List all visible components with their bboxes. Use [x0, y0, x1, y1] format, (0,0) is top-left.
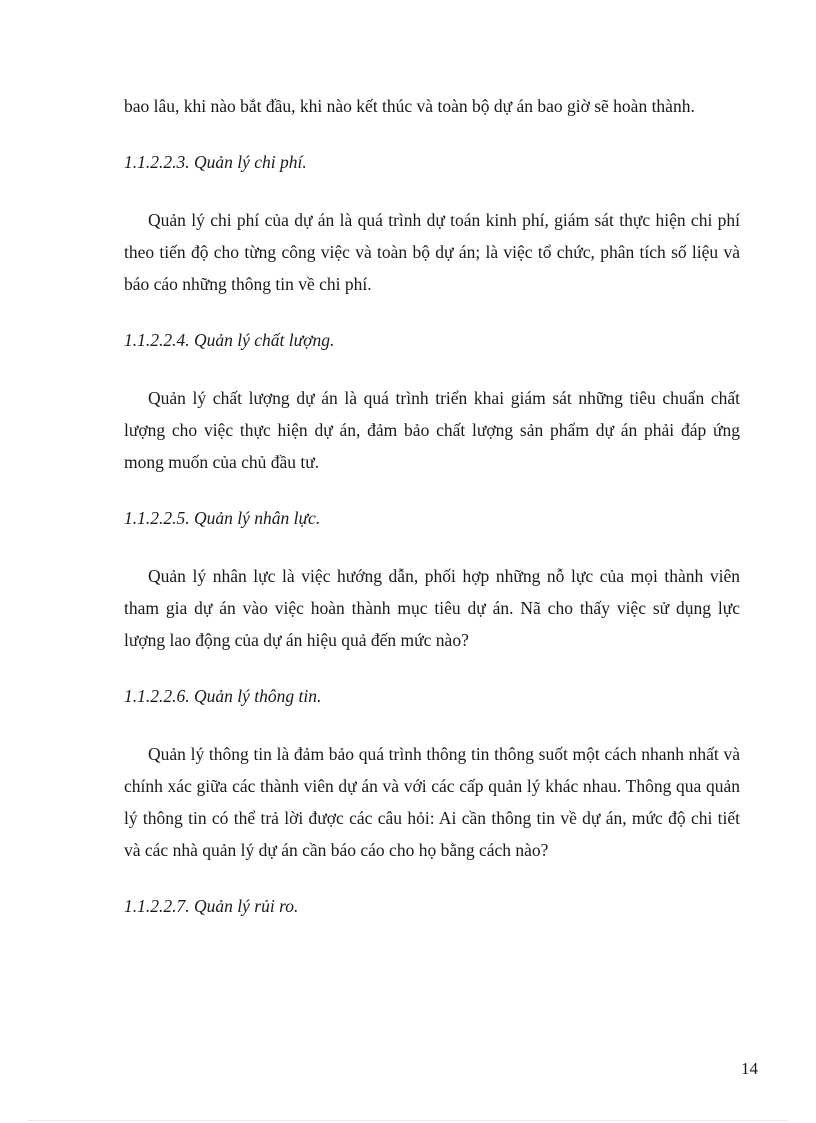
page-content	[124, 90, 740, 922]
heading-risk-management: 1.1.2.2.7. Quản lý rủi ro.	[124, 896, 299, 916]
heading-cost-management: 1.1.2.2.3. Quản lý chi phí.	[124, 152, 307, 172]
footer-divider	[28, 1120, 788, 1121]
paragraph-human-resource-management: Quản lý nhân lực là việc hướng dẫn, phối hợp những nỗ lực của mọi thành viên tham gia dự án vào việc hoàn thành mục tiêu dự án. Nã cho thấy việc sử dụng lực lượng lao động của dự án hiệu quả đến mức nào?	[124, 566, 740, 650]
paragraph-information-management: Quản lý thông tin là đảm bảo quá trình thông tin thông suốt một cách nhanh nhất và chính xác giữa các thành viên dự án và với các cấp quản lý khác nhau. Thông qua quản lý thông tin có thể trả lời được các câu hỏi: Ai cần thông tin về dự án, mức độ chi tiết và các nhà quản lý dự án cần báo cáo cho họ bằng cách nào?	[124, 744, 740, 860]
heading-quality-management: 1.1.2.2.4. Quản lý chất lượng.	[124, 330, 335, 350]
heading-human-resource-management: 1.1.2.2.5. Quản lý nhân lực.	[124, 508, 321, 528]
paragraph-cost-management: Quản lý chi phí của dự án là quá trình dự toán kinh phí, giám sát thực hiện chi phí theo tiến độ cho từng công việc và toàn bộ dự án; là việc tổ chức, phân tích số liệu và báo cáo những thông tin về chi phí.	[124, 210, 740, 294]
heading-information-management: 1.1.2.2.6. Quản lý thông tin.	[124, 686, 322, 706]
page-number: 14	[741, 1059, 758, 1078]
paragraph-quality-management: Quản lý chất lượng dự án là quá trình triển khai giám sát những tiêu chuẩn chất lượng cho việc thực hiện dự án, đảm bảo chất lượng sản phẩm dự án phải đáp ứng mong muốn của chủ đầu tư.	[124, 388, 740, 472]
paragraph-schedule-continued: bao lâu, khi nào bắt đầu, khi nào kết thúc và toàn bộ dự án bao giờ sẽ hoàn thành.	[124, 96, 695, 116]
